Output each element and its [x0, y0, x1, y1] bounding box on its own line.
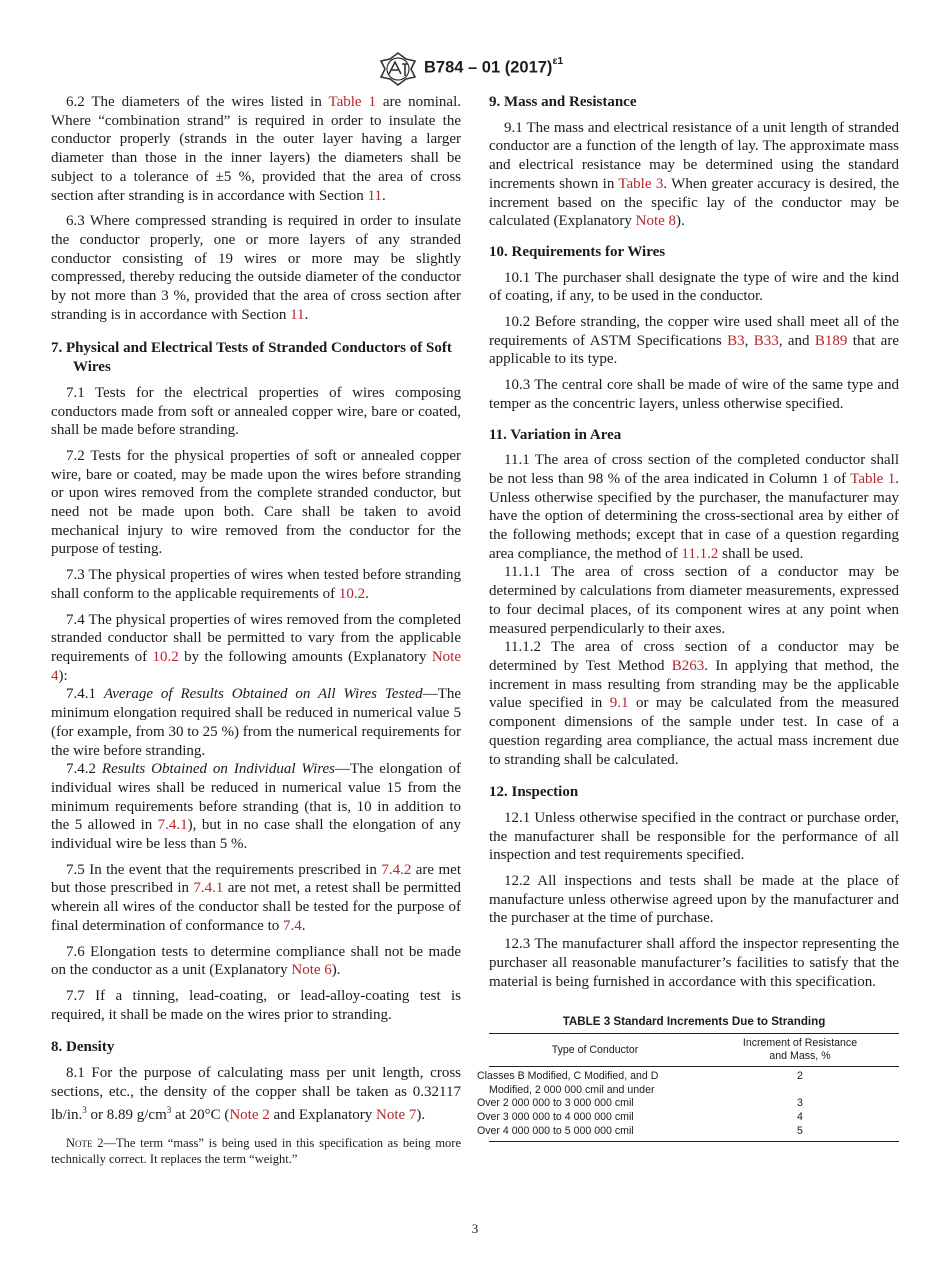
- ref-7-4-2[interactable]: 7.4.2: [381, 861, 412, 878]
- right-column: [477, 93, 900, 1142]
- para-6-3: 6.3 Where compressed stranding is required in order to insulate the conductor properly, one or more layers of any stranded conductor consisting of 19 wires or more may be slightly compressed, thereby reducing the outside diameter of the conductor by not more than 3 %, provided that the area of cross section after stranding is in accordance with Section 11.: [51, 213, 461, 323]
- table-cell-type: Classes B Modified, C Modified, and D Modified, 2 000 000 cmil and under: [477, 1070, 659, 1096]
- ref-table-3[interactable]: Table 3: [618, 175, 664, 192]
- para-7-4: 7.4 The physical properties of wires removed from the completed stranded conductor shall be permitted to vary from the applicable requirements of 10.2 by the following amounts (Explanatory Note 4):: [51, 611, 461, 684]
- page-number: 3: [471, 1221, 479, 1236]
- para-11-1: 11.1 The area of cross section of the completed conductor shall be not less than 98 % of the area indicated in Column 1 of Table 1. Unless otherwise specified by the purchaser, the manufacturer may have the option of determining the cross-sectional area by either of the following methods; except that in case of a question regarding area compliance, the method of 11.1.2 shall be used.: [489, 452, 899, 562]
- table-cell-value: 4: [797, 1111, 803, 1124]
- para-7-4-1: 7.4.1 Average of Results Obtained on All Wires Tested—The minimum elongation required shall be reduced in numerical value 5 (for example, from 30 to 25 %) from the numerical requirements for the wire before stranding.: [51, 686, 462, 759]
- ref-note-7[interactable]: Note 7: [375, 1107, 417, 1124]
- table-3-title: TABLE 3 Standard Increments Due to Stranding: [562, 1015, 826, 1029]
- ref-section-11[interactable]: 11: [367, 187, 383, 204]
- heading-9: 9. Mass and Resistance: [489, 94, 637, 110]
- heading-8: 8. Density: [51, 1039, 115, 1056]
- table-cell-type: Over 4 000 000 to 5 000 000 cmil: [489, 1125, 701, 1142]
- table-3: [477, 1033, 899, 1142]
- ref-note-6[interactable]: Note 6: [291, 962, 332, 979]
- ref-10-2[interactable]: 10.2: [338, 585, 366, 602]
- table-cell-value: 3: [797, 1097, 803, 1110]
- table-row: [489, 1125, 899, 1142]
- ref-7-4-1[interactable]: 7.4.1: [193, 880, 224, 897]
- ref-9-1[interactable]: 9.1: [609, 695, 629, 712]
- para-6-2: 6.2 The diameters of the wires listed in Table 1 are nominal. Where “combination strand” is required in order to insulate the conductor properly (strands in the outer layer having a larger diameter than those in the inner layers) the diameters shall be subject to a tolerance of ±5 %, provided that the area of cross section after stranding is in accordance with Section 11.: [51, 94, 461, 204]
- para-10-3: 10.3 The central core shall be made of wire of the same type and temper as the concentric layers, unless otherwise specified.: [489, 377, 899, 412]
- para-11-1-1: 11.1.1 The area of cross section of a conductor may be determined by calculations from diameter measurements, expressed to four decimal places, of its component wires at any point when measured perpendicularly to their axes.: [489, 564, 899, 637]
- note-2: Note 2—The term “mass” is being used in this specification as being more technically correct. It replaces the term “weight.”: [51, 1136, 461, 1167]
- document-designation: B784 – 01 $(2017)^{\varepsilon 1}$: [424, 55, 564, 77]
- ref-10-2[interactable]: 10.2: [152, 648, 179, 665]
- para-12-2: 12.2 All inspections and tests shall be made at the place of manufacture unless otherwise agreed upon by the manufacturer and the purchaser at the time of purchase.: [489, 873, 899, 927]
- table-cell-type: Over 3 000 000 to 4 000 000 cmil: [477, 1111, 634, 1124]
- ref-7-4[interactable]: 7.4: [283, 917, 302, 934]
- ref-section-11[interactable]: 11: [290, 306, 305, 323]
- ref-b189[interactable]: B189: [814, 332, 848, 349]
- para-8-1: 8.1 For the purpose of calculating mass per unit length, cross sections, etc., the density of the copper shall be taken as 0.32117 lb/in.$^3$ or 8.89 $g/cm^3$ at 20°C (Note 2 and Explanatory Note 7).: [51, 1065, 461, 1124]
- ref-b263[interactable]: B263: [671, 657, 705, 674]
- para-10-2: 10.2 Before stranding, the copper wire used shall meet all of the requirements of ASTM Specifications B3, B33, and B189 that are applicable to its type.: [489, 314, 899, 368]
- table-row: [489, 1067, 899, 1098]
- para-10-1: 10.1 The purchaser shall designate the type of wire and the kind of coating, if any, to be used in the conductor.: [489, 269, 899, 305]
- left-column: [51, 93, 461, 1167]
- para-7-5: 7.5 In the event that the requirements prescribed in 7.4.2 are met but those prescribed in 7.4.1 are not met, a retest shall be permitted wherein all wires of the conductor shall be tested for the purpose of final determination of conformance to 7.4.: [51, 861, 462, 934]
- astm-logo-icon: [377, 52, 419, 86]
- ref-note-2[interactable]: Note 2: [229, 1107, 270, 1124]
- ref-note-4[interactable]: Note 4: [51, 648, 461, 684]
- heading-11: 11. Variation in Area: [489, 426, 622, 443]
- page-header: [0, 50, 950, 90]
- para-7-6: 7.6 Elongation tests to determine compliance shall not be made on the conductor as a unit (Explanatory Note 6).: [51, 943, 461, 979]
- table-row: [489, 1097, 899, 1111]
- ref-note-8[interactable]: Note 8: [635, 213, 677, 230]
- para-12-3: 12.3 The manufacturer shall afford the inspector representing the purchaser all reasonable manufacturer’s facilities to satisfy that the material is being furnished in accordance with this specification.: [489, 936, 899, 990]
- ref-table-1[interactable]: Table 1: [850, 470, 896, 487]
- ref-11-1-2[interactable]: 11.1.2: [681, 545, 719, 562]
- para-11-1-2: 11.1.2 The area of cross section of a conductor may be determined by Test Method B263. In applying that method, the increment in mass resulting from stranding may be the applicable value specified in 9.1 or may be calculated from the measured component dimensions of the sample under test. In case of a question regarding area compliance, the actual mass increment due to stranding shall be calculated.: [489, 639, 899, 768]
- table-header-increment: Increment of Resistance and Mass, %: [701, 1034, 899, 1067]
- ref-7-4-1[interactable]: 7.4.1: [157, 817, 188, 834]
- para-7-1: 7.1 Tests for the electrical properties of wires composing conductors made from soft or annealed copper wire, bare or coated, shall be made before stranding.: [51, 384, 461, 439]
- heading-10: 10. Requirements for Wires: [489, 243, 666, 260]
- heading-7: 7. Physical and Electrical Tests of Stranded Conductors of Soft Wires: [51, 340, 452, 376]
- ref-b33[interactable]: B33: [753, 332, 779, 349]
- table-row: [489, 1111, 899, 1125]
- para-9-1: 9.1 The mass and electrical resistance of a unit length of stranded conductor are a function of the length of lay. The approximate mass and electrical resistance may be determined using the standard increments shown in Table 3. When greater accuracy is desired, the increment based on the specific lay of the conductor may be calculated (Explanatory Note 8).: [489, 119, 900, 230]
- para-7-3: 7.3 The physical properties of wires when tested before stranding shall conform to the applicable requirements of 10.2.: [51, 567, 461, 602]
- para-7-7: 7.7 If a tinning, lead-coating, or lead-alloy-coating test is required, it shall be made on the wires prior to stranding.: [51, 987, 461, 1023]
- para-12-1: 12.1 Unless otherwise specified in the contract or purchase order, the manufacturer shall be responsible for the performance of all inspection and test requirements specified.: [489, 809, 899, 864]
- para-7-2: 7.2 Tests for the physical properties of soft or annealed copper wire, bare or coated, may be made upon the wires before stranding or upon wires removed from the complete stranded conductor, but need not be made upon both. Care shall be taken to avoid mechanical injury to wire removed from the conductor for the purpose of testing.: [51, 447, 461, 558]
- table-cell-type: Over 2 000 000 to 3 000 000 cmil: [477, 1097, 634, 1110]
- heading-12: 12. Inspection: [489, 784, 579, 801]
- ref-table-1[interactable]: Table 1: [328, 94, 376, 110]
- ref-b3[interactable]: B3: [727, 332, 745, 349]
- table-cell-value: 2: [797, 1070, 803, 1083]
- table-header-type: Type of Conductor: [489, 1034, 701, 1067]
- table-cell-value: 5: [701, 1125, 899, 1142]
- para-7-4-2: 7.4.2 Results Obtained on Individual Wires—The elongation of individual wires shall be reduced in numerical value 15 from the minimum requirements before stranding (that is, 10 in addition to the 5 allowed in 7.4.1), but in no case shall the elongation of any individual wire be less than 5 %.: [51, 761, 462, 853]
